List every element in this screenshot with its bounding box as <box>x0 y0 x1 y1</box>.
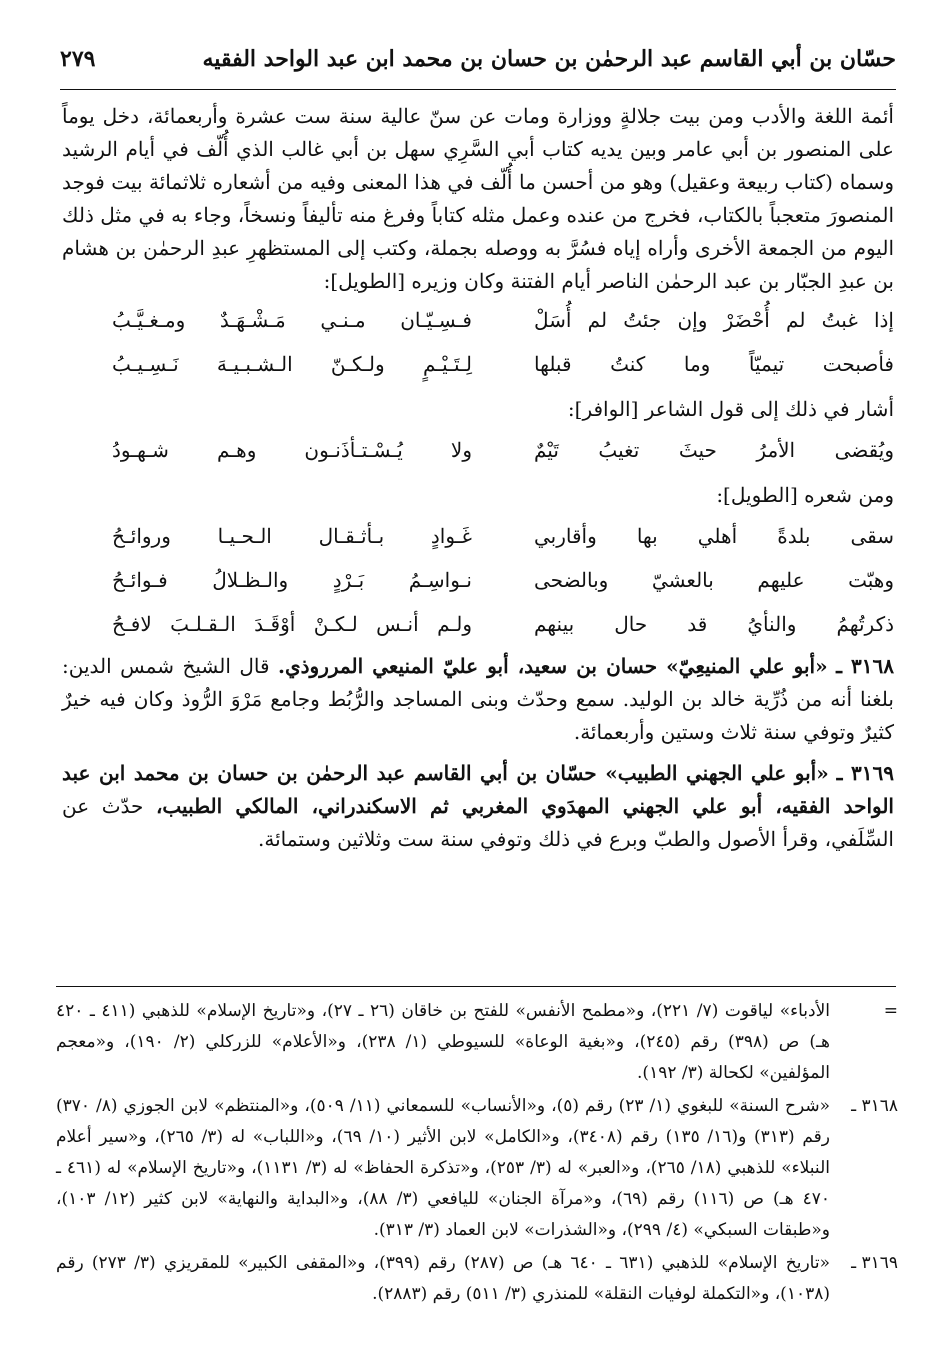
entry-heading: «أبو علي المنيعِيّ» حسان بن سعيد، أبو عليّ المنيعي المرروذي. <box>278 654 828 678</box>
footnote-text: «تاريخ الإسلام» للذهبي (٦٣١ ـ ٦٤٠ هـ) ص (٢٨٧) رقم (٣٩٩)، و«المقفى الكبير» للمقريزي (٣/ ٢٧٣) رقم (١٠٣٨)، و«التكملة لوفيات النقلة» للمنذري (٣/ ٥١١) رقم (٢٨٨٣). <box>56 1253 830 1304</box>
verse-line <box>62 300 894 344</box>
footnote <box>56 996 898 1089</box>
entry-text: قال الشيخ شمس الدين: بلغنا أنه من ذُرِّية خالد بن الوليد. سمع وحدّث وبنى المساجد والرُّبُط وجامع مَرْوَ الرُّوذ وكان فيه خيرٌ كثيرٌ وتوفي سنة ثلاث وستين وأربعمائة. <box>62 654 894 744</box>
footnotes <box>56 996 898 1312</box>
verse-first-hemistich: ذكرتُهمُ والنأيُ قد حال بينهم <box>534 612 894 636</box>
running-title: حسّان بن أبي القاسم عبد الرحمٰن بن حسان بن محمد ابن عبد الواحد الفقيه <box>202 46 896 72</box>
verse-first-hemistich: إذا غبتُ لم أُحْضَرْ وإن جئتُ لم أُسَلْ <box>534 308 894 332</box>
verse-second-hemistich: لِـتَـيْـمٍ ولـكـنّ الـشـبـيـهَ نَـسِـيـبُ <box>112 352 472 376</box>
footnote-text: الأدباء» لياقوت (٧/ ٢٢١)، و«مطمح الأنفس» للفتح بن خاقان (٢٦ ـ ٢٧)، و«تاريخ الإسلام» للذهبي (٤١١ ـ ٤٢٠ هـ) ص (٣٩٨) رقم (٢٤٥)، و«بغية الوعاة» للسيوطي (١/ ٢٣٨)، و«الأعلام» للزركلي (٢/ ١٩٠)، و«معجم المؤلفين» لكحالة (٣/ ١٩٢). <box>56 1001 831 1083</box>
footnote-text: «شرح السنة» للبغوي (١/ ٢٣) رقم (٥)، و«الأنساب» للسمعاني (١١/ ٥٠٩)، و«المنتظم» لابن الجوزي (٨/ ٣٧٠) رقم (٣١٣) و(١٦/ ١٣٥) رقم (٣٤٠٨)، و«الكامل» لابن الأثير (١٠/ ٦٩)، و«اللباب» له (٣/ ٢٦٥)، و«سير أعلام النبلاء» للذهبي (١٨/ ٢٦٥)، و«العبر» له (٣/ ٢٥٣)، و«تذكرة الحفاظ» له (٣/ ١١٣١)، و«تاريخ الإسلام» له (٤٦١ ـ ٤٧٠ هـ) ص (١١٦) رقم (٦٩)، و«مرآة الجنان» لليافعي (٣/ ٨٨)، و«البداية والنهاية» لابن كثير (١٢/ ١٠٣)، و«طبقات السبكي» (٤/ ٢٩٩)، و«الشذرات» لابن العماد (٣/ ٣١٣). <box>56 1096 831 1240</box>
verse-first-hemistich: فأصبحت تيميّاً وما كنتُ قبلها <box>534 352 894 376</box>
entry-number: ٣١٦٨ ـ <box>836 654 894 678</box>
verse-first-hemistich: وهبّت عليهم بالعشيّ وبالضحى <box>534 568 894 592</box>
page-header <box>60 44 896 84</box>
page-number: ٢٧٩ <box>60 46 96 72</box>
verse-line <box>62 604 894 648</box>
footnote-rule <box>56 986 896 987</box>
verse-line <box>62 516 894 560</box>
entry-heading: «أبو علي الجهني الطبيب» حسّان بن أبي القاسم عبد الرحمٰن بن حسان بن محمد ابن عبد الواحد الفقيه، أبو علي الجهني المهدَوي المغربي ثم الاسكندراني، المالكي الطبيب، <box>62 761 894 818</box>
verse-intro: ومن شعره [الطويل]: <box>716 483 894 507</box>
biography-entry <box>62 757 894 856</box>
verse-intro: أشار في ذلك إلى قول الشاعر [الوافر]: <box>567 397 894 421</box>
footnote <box>56 1248 898 1310</box>
footnote-marker: ٣١٦٩ ـ <box>851 1253 898 1273</box>
verse-first-hemistich: سقى بلدةً أهلي بها وأقاربي <box>534 524 894 548</box>
header-rule <box>60 89 896 90</box>
entry-number: ٣١٦٩ ـ <box>836 761 894 785</box>
main-text <box>62 100 894 856</box>
verse-second-hemistich: ولا يُـسْـتـأذَنـون وهـم شـهـودُ <box>112 438 472 462</box>
verse-second-hemistich: غَـوادٍ بـأثـقـال الـحـيـا وروائـحُ <box>112 524 472 548</box>
footnote-marker: ٣١٦٨ ـ <box>851 1096 898 1116</box>
verse-line <box>62 344 894 388</box>
paragraph: أئمة اللغة والأدب ومن بيت جلالةٍ ووزارة ومات عن سنّ عالية سنة ست عشرة وأربعمائة، دخل يوماً على المنصور بن أبي عامر وبين يديه كتاب أبي السَّرِي سهل بن أبي غالب الذي أُلّف في أيام الرشيد وسماه (كتاب ربيعة وعقيل) وهو من أحسن ما أُلّف في هذا المعنى وفيه من أشعاره ثلاثمائة بيت فوجد المنصورَ متعجباً بالكتاب، فخرج من عنده وعمل مثله كتاباً وفرغ منه تأليفاً ونسخاً، وجاء به في مثل ذلك اليوم من الجمعة الأخرى وأراه إياه فسُرَّ به ووصله بجملة، وكتب إلى المستظهرِ عبدِ الرحمٰن بن هشام بن عبدِ الجبّار بن عبد الرحمٰن الناصر أيام الفتنة وكان وزيره [الطويل]: <box>62 104 894 293</box>
entry-text: حدّث عن السِّلَفي، وقرأ الأصول والطبّ وبرع في ذلك وتوفي سنة ست وثلاثين وستمائة. <box>62 794 894 851</box>
verse-first-hemistich: ويُقضى الأمرُ حيثَ تغيبُ تَيْمٌ <box>534 438 894 462</box>
verse-line <box>62 430 894 474</box>
verse-second-hemistich: فـسِـيّـان مـنـي مَـشْـهَـدٌ ومـغـيَّـبُ <box>112 308 472 332</box>
biography-entry <box>62 650 894 749</box>
footnote-marker: = <box>883 1001 898 1021</box>
verse-line <box>62 560 894 604</box>
verse-second-hemistich: نـواسِـمُ بَـرْدٍ والـظـلالُ فـوائـحُ <box>112 568 472 592</box>
footnote <box>56 1091 898 1246</box>
verse-second-hemistich: ولـم أنـس لـكـنْ أوْقَـدَ الـقـلـبَ لافـحُ <box>112 612 472 636</box>
